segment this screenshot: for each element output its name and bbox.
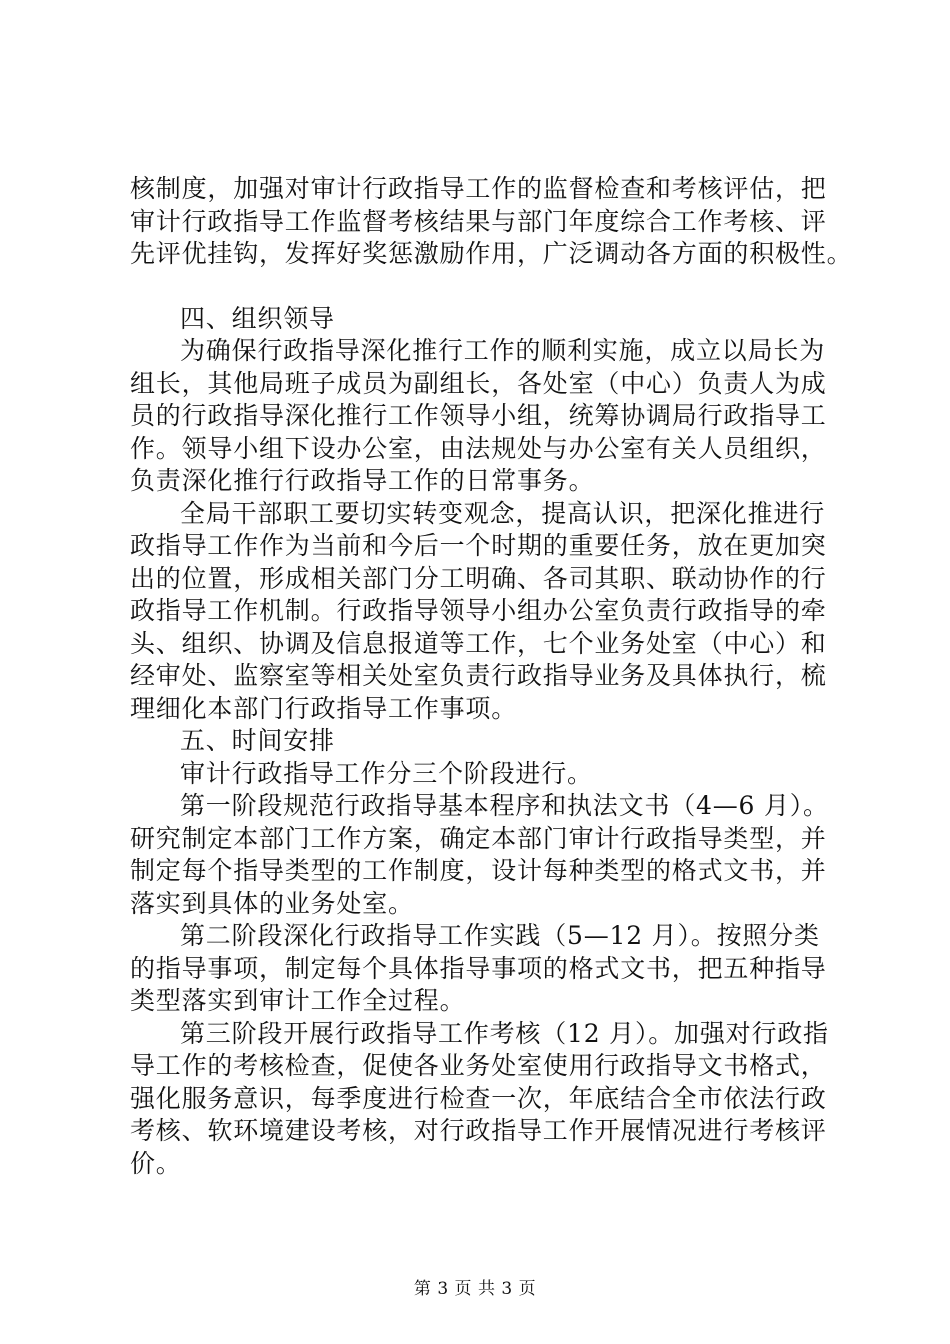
text-line: 强化服务意识，每季度进行检查一次，年底结合全市依法行政 [130, 1083, 827, 1113]
text-line: 类型落实到审计工作全过程。 [130, 986, 466, 1015]
text-line: 组长，其他局班子成员为副组长，各处室（中心）负责人为成 [130, 368, 827, 398]
text-line: 第三阶段开展行政指导工作考核（12 月）。加强对行政指 [180, 1018, 829, 1048]
text-line: 先评优挂钩，发挥好奖惩激励作用，广泛调动各方面的积极性。 [130, 239, 853, 268]
text-line: 落实到具体的业务处室。 [130, 888, 414, 918]
text-line: 制定每个指导类型的工作制度，设计每种类型的格式文书，并 [130, 856, 827, 885]
text-line: 研究制定本部门工作方案，确定本部门审计行政指导类型，并 [130, 823, 827, 853]
text-line: 出的位置，形成相关部门分工明确、各司其职、联动协作的行 [130, 563, 827, 593]
text-line: 审计行政指导工作分三个阶段进行。 [180, 758, 593, 788]
text-line: 第一阶段规范行政指导基本程序和执法文书（4—6 月）。 [180, 791, 829, 820]
text-line: 考核、软环境建设考核，对行政指导工作开展情况进行考核评 [130, 1116, 827, 1145]
text-line: 价。 [130, 1148, 182, 1178]
text-line: 全局干部职工要切实转变观念，提高认识，把深化推进行 [180, 498, 826, 528]
text-line: 第二阶段深化行政指导工作实践（5—12 月）。按照分类 [180, 921, 820, 950]
text-line: 理细化本部门行政指导工作事项。 [130, 693, 518, 723]
text-line: 为确保行政指导深化推行工作的顺利实施，成立以局长为 [180, 336, 826, 365]
section-heading: 五、时间安排 [180, 726, 335, 755]
text-line: 政指导工作机制。行政指导领导小组办公室负责行政指导的牵 [130, 596, 827, 625]
text-line: 的指导事项，制定每个具体指导事项的格式文书，把五种指导 [130, 953, 827, 983]
text-line: 导工作的考核检查，促使各业务处室使用行政指导文书格式， [130, 1051, 827, 1080]
text-line: 头、组织、协调及信息报道等工作，七个业务处室（中心）和 [130, 628, 827, 658]
page-number-footer: 第 3 页 共 3 页 [413, 1279, 537, 1299]
section-heading: 四、组织领导 [180, 303, 335, 333]
text-line: 作。领导小组下设办公室，由法规处与办公室有关人员组织， [130, 433, 827, 463]
document-body [130, 173, 853, 1180]
text-line: 员的行政指导深化推行工作领导小组，统筹协调局行政指导工 [130, 401, 827, 430]
text-line: 负责深化推行行政指导工作的日常事务。 [130, 466, 595, 495]
text-line: 审计行政指导工作监督考核结果与部门年度综合工作考核、评 [130, 206, 827, 236]
text-line: 政指导工作作为当前和今后一个时期的重要任务，放在更加突 [130, 531, 827, 560]
text-line: 核制度，加强对审计行政指导工作的监督检查和考核评估，把 [130, 174, 827, 203]
text-line: 经审处、监察室等相关处室负责行政指导业务及具体执行，梳 [130, 661, 827, 690]
